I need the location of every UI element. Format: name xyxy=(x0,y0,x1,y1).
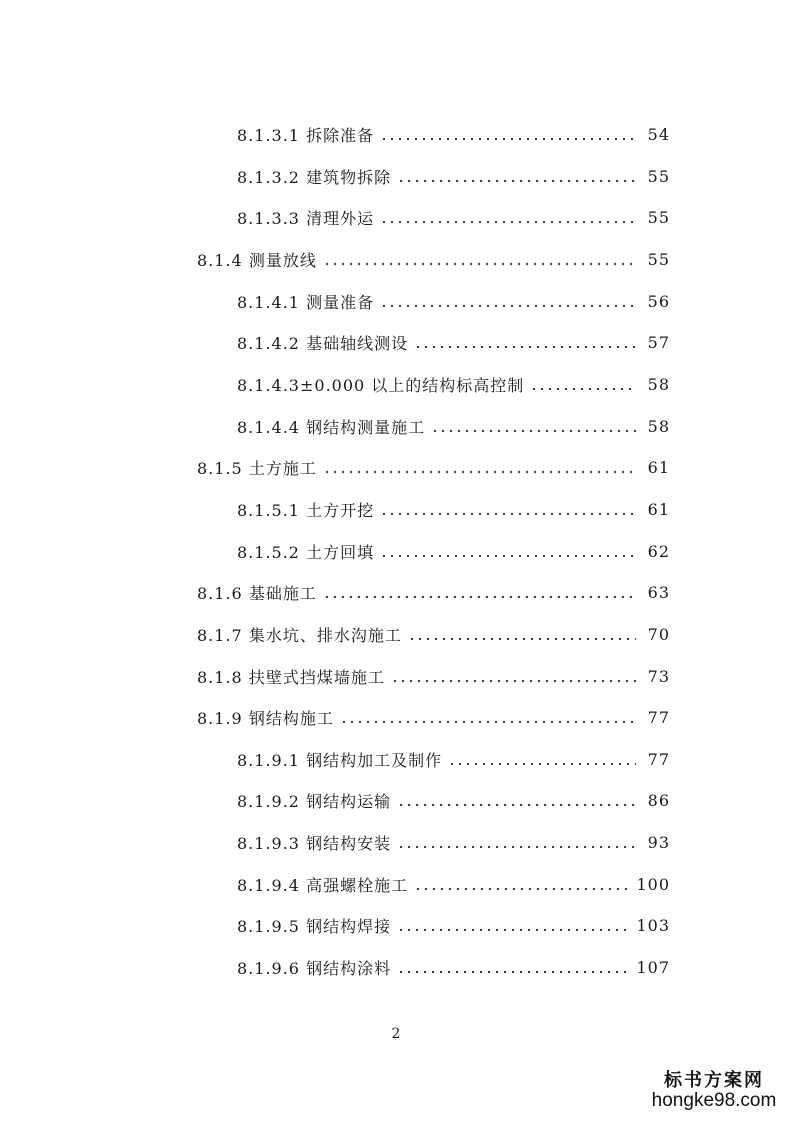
toc-entry-title: ±0.000 以上的结构标高控制 xyxy=(299,375,525,395)
dot-leader xyxy=(397,971,628,973)
toc-entry[interactable] xyxy=(237,330,670,354)
dot-leader xyxy=(380,138,636,140)
toc-entry-page: 57 xyxy=(647,332,670,352)
toc-entry-page: 61 xyxy=(647,499,670,519)
toc-entry[interactable] xyxy=(237,913,670,937)
toc-entry-title: 钢结构安装 xyxy=(306,833,392,853)
toc-entry-number: 8.1.9.1 xyxy=(237,750,300,770)
toc-entry-title: 钢结构加工及制作 xyxy=(306,750,443,770)
toc-entry-title: 钢结构焊接 xyxy=(306,916,392,936)
toc-entry-page: 93 xyxy=(647,832,670,852)
toc-entry-number: 8.1.4.4 xyxy=(237,417,300,437)
watermark-url: hongke98.com xyxy=(651,1090,777,1111)
dot-leader xyxy=(530,388,636,390)
toc-entry-title: 钢结构测量施工 xyxy=(306,417,426,437)
dot-leader xyxy=(380,305,636,307)
toc-entry-page: 62 xyxy=(647,541,670,561)
toc-entry-page: 86 xyxy=(647,790,670,810)
toc-entry-title: 基础施工 xyxy=(248,583,317,603)
toc-entry-number: 8.1.5.1 xyxy=(237,500,300,520)
toc-entry-title: 拆除准备 xyxy=(306,125,375,145)
toc-entry-page: 58 xyxy=(647,374,670,394)
toc-entry-title: 测量放线 xyxy=(248,250,317,270)
toc-entry-page: 107 xyxy=(636,957,670,977)
toc-entry-title: 测量准备 xyxy=(306,292,375,312)
toc-entry[interactable] xyxy=(197,622,670,646)
toc-entry[interactable] xyxy=(237,372,670,396)
toc-entry[interactable] xyxy=(237,289,670,313)
toc-entry-page: 55 xyxy=(647,166,670,186)
toc-entry-title: 钢结构运输 xyxy=(306,791,392,811)
toc-entry[interactable] xyxy=(197,580,670,604)
toc-entry-page: 56 xyxy=(647,291,670,311)
toc-entry-page: 70 xyxy=(647,624,670,644)
toc-entry-number: 8.1.9.4 xyxy=(237,875,300,895)
toc-entry[interactable] xyxy=(237,205,670,229)
toc-entry-title: 土方开挖 xyxy=(306,500,375,520)
dot-leader xyxy=(323,263,636,265)
toc-entry[interactable] xyxy=(237,747,670,771)
toc-entry[interactable] xyxy=(237,497,670,521)
dot-leader xyxy=(323,596,636,598)
toc-entry-page: 55 xyxy=(647,249,670,269)
toc-entry-page: 61 xyxy=(647,457,670,477)
dot-leader xyxy=(380,555,636,557)
dot-leader xyxy=(408,638,636,640)
toc-entry-number: 8.1.5 xyxy=(197,458,243,478)
toc-entry-number: 8.1.3.3 xyxy=(237,208,300,228)
toc-entry-number: 8.1.5.2 xyxy=(237,542,300,562)
toc-entry-title: 集水坑、排水沟施工 xyxy=(248,625,402,645)
toc-entry-page: 55 xyxy=(647,207,670,227)
toc-entry-title: 土方回填 xyxy=(306,542,375,562)
toc-entry-number: 8.1.3.1 xyxy=(237,125,300,145)
watermark-title: 标书方案网 xyxy=(664,1070,764,1091)
toc-entry[interactable] xyxy=(237,955,670,979)
toc-entry[interactable] xyxy=(197,664,670,688)
dot-leader xyxy=(323,471,636,473)
toc-entry-page: 77 xyxy=(647,707,670,727)
toc-entry-title: 钢结构施工 xyxy=(248,708,334,728)
toc-entry-page: 73 xyxy=(647,666,670,686)
toc-entry-title: 高强螺栓施工 xyxy=(306,875,409,895)
toc-entry-page: 58 xyxy=(647,416,670,436)
toc-entry-page: 54 xyxy=(647,124,670,144)
toc-entry-number: 8.1.6 xyxy=(197,583,243,603)
dot-leader xyxy=(448,763,636,765)
toc-entry-title: 建筑物拆除 xyxy=(306,167,392,187)
toc-entry-title: 扶壁式挡煤墙施工 xyxy=(248,667,385,687)
toc-entry[interactable] xyxy=(237,164,670,188)
dot-leader xyxy=(397,929,628,931)
toc-entry[interactable] xyxy=(197,705,670,729)
toc-entry-number: 8.1.9 xyxy=(197,708,243,728)
toc-entry-title: 清理外运 xyxy=(306,208,375,228)
toc-entry-number: 8.1.9.5 xyxy=(237,916,300,936)
dot-leader xyxy=(414,346,636,348)
toc-entry-number: 8.1.9.2 xyxy=(237,791,300,811)
dot-leader xyxy=(397,804,636,806)
toc-entry[interactable] xyxy=(237,872,670,896)
toc-entry-title: 基础轴线测设 xyxy=(306,333,409,353)
toc-entry-page: 103 xyxy=(636,915,670,935)
toc-entry-number: 8.1.4.2 xyxy=(237,333,300,353)
toc-entry[interactable] xyxy=(237,414,670,438)
toc-entry-number: 8.1.4.3 xyxy=(237,375,300,395)
toc-entry[interactable] xyxy=(237,788,670,812)
toc-entry[interactable] xyxy=(197,247,670,271)
dot-leader xyxy=(414,888,628,890)
dot-leader xyxy=(380,221,636,223)
toc-entry[interactable] xyxy=(237,539,670,563)
toc-entry[interactable] xyxy=(237,122,670,146)
toc-entry[interactable] xyxy=(197,455,670,479)
toc-entry-number: 8.1.9.3 xyxy=(237,833,300,853)
dot-leader xyxy=(340,721,636,723)
toc-entry-number: 8.1.3.2 xyxy=(237,167,300,187)
dot-leader xyxy=(431,430,636,432)
toc-entry-page: 100 xyxy=(636,874,670,894)
toc-entry-page: 77 xyxy=(647,749,670,769)
dot-leader xyxy=(397,846,636,848)
watermark xyxy=(649,1066,779,1112)
toc-entry-number: 8.1.4 xyxy=(197,250,243,270)
toc-entry-number: 8.1.9.6 xyxy=(237,958,300,978)
dot-leader xyxy=(380,513,636,515)
toc-entry-page: 63 xyxy=(647,582,670,602)
toc-entry-number: 8.1.8 xyxy=(197,667,243,687)
dot-leader xyxy=(391,680,636,682)
toc-entry[interactable] xyxy=(237,830,670,854)
toc-entry-number: 8.1.7 xyxy=(197,625,243,645)
toc-entry-title: 钢结构涂料 xyxy=(306,958,392,978)
page-number: 2 xyxy=(391,1026,401,1042)
toc-entry-title: 土方施工 xyxy=(248,458,317,478)
toc-entry-number: 8.1.4.1 xyxy=(237,292,300,312)
dot-leader xyxy=(397,180,636,182)
